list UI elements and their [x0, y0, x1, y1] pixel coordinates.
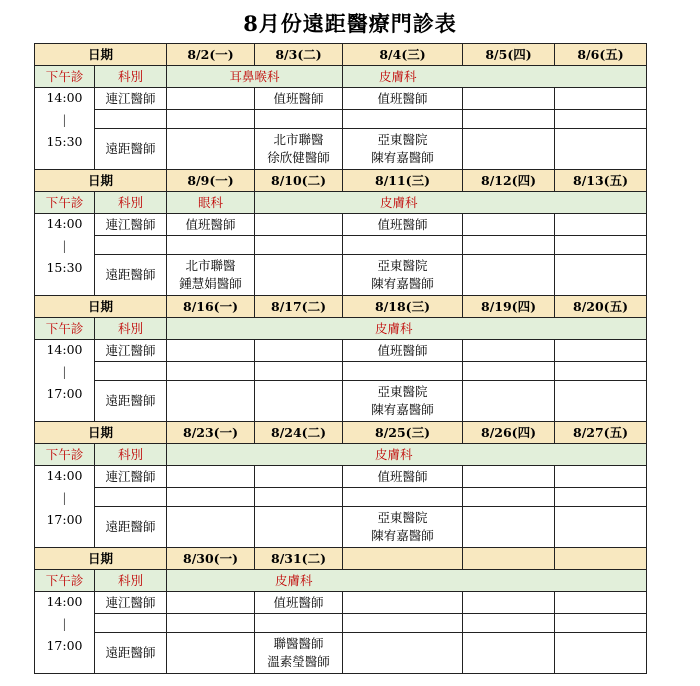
time-separator: | [62, 616, 67, 631]
clinic-local-label: 連江醫師 [95, 466, 167, 488]
local-doctor-cell [555, 592, 647, 614]
spacer-row [35, 110, 647, 129]
clinic-local-label: 連江醫師 [95, 214, 167, 236]
week-header-row [35, 422, 647, 444]
date-cell: 8/24(二) [255, 422, 343, 444]
department-row [35, 192, 647, 214]
local-doctor-cell [555, 88, 647, 110]
session-label: 下午診 [35, 444, 95, 466]
remote-doctor-row [35, 507, 647, 548]
remote-doctor-name: 陳宥嘉醫師 [371, 402, 434, 417]
local-doctor-cell [167, 466, 255, 488]
remote-doctor-row [35, 255, 647, 296]
remote-doctor-cell [255, 381, 343, 422]
remote-doctor-cell [255, 255, 343, 296]
time-start: 14:00 [46, 594, 83, 609]
remote-doctor-name: 陳宥嘉醫師 [371, 528, 434, 543]
time-end: 17:00 [46, 386, 83, 401]
blank-cell [255, 488, 343, 507]
remote-hospital: 亞東醫院 [377, 258, 428, 273]
remote-doctor-cell [463, 381, 555, 422]
clinic-remote-label: 遠距醫師 [95, 381, 167, 422]
date-cell: 8/5(四) [463, 44, 555, 66]
date-cell: 8/10(二) [255, 170, 343, 192]
remote-doctor-cell [343, 633, 463, 674]
department-label: 科別 [95, 570, 167, 592]
blank-cell [255, 110, 343, 129]
page-title: 8月份遠距醫療門診表 [243, 11, 457, 36]
department-cell: 耳鼻喉科 [167, 66, 343, 88]
blank-cell [555, 488, 647, 507]
department-cell: 皮膚科 [167, 570, 647, 592]
blank-cell [463, 362, 555, 381]
blank-cell [167, 362, 255, 381]
local-doctor-cell [463, 88, 555, 110]
week-header-row [35, 296, 647, 318]
date-cell [555, 548, 647, 570]
local-doctor-cell [463, 466, 555, 488]
date-cell: 8/17(二) [255, 296, 343, 318]
department-cell: 皮膚科 [167, 318, 647, 340]
department-label: 科別 [95, 66, 167, 88]
local-doctor-cell [167, 88, 255, 110]
spacer-row [35, 236, 647, 255]
local-doctor-cell [255, 214, 343, 236]
blank-cell [555, 614, 647, 633]
time-end: 17:00 [46, 638, 83, 653]
blank-cell [255, 362, 343, 381]
remote-hospital: 亞東醫院 [377, 132, 428, 147]
local-doctor-cell: 值班醫師 [343, 466, 463, 488]
clinic-remote-label: 遠距醫師 [95, 507, 167, 548]
date-cell: 8/25(三) [343, 422, 463, 444]
local-doctor-cell [255, 340, 343, 362]
date-cell: 8/31(二) [255, 548, 343, 570]
remote-hospital: 北市聯醫 [185, 258, 236, 273]
remote-doctor-cell [255, 507, 343, 548]
blank-cell [167, 614, 255, 633]
time-start: 14:00 [46, 468, 83, 483]
clinic-local-label: 連江醫師 [95, 592, 167, 614]
local-doctor-cell: 值班醫師 [255, 88, 343, 110]
blank-cell [255, 236, 343, 255]
session-label: 下午診 [35, 570, 95, 592]
department-label: 科別 [95, 444, 167, 466]
local-doctor-row [35, 214, 647, 236]
remote-doctor-name: 陳宥嘉醫師 [371, 276, 434, 291]
remote-doctor-cell [343, 255, 463, 296]
date-label: 日期 [35, 170, 167, 192]
time-separator: | [62, 112, 67, 127]
blank-cell [463, 236, 555, 255]
blank-cell [95, 488, 167, 507]
department-cell: 皮膚科 [343, 66, 647, 88]
remote-doctor-cell [167, 129, 255, 170]
blank-cell [95, 236, 167, 255]
remote-doctor-name: 陳宥嘉醫師 [371, 150, 434, 165]
date-cell: 8/30(一) [167, 548, 255, 570]
remote-doctor-row [35, 381, 647, 422]
date-label: 日期 [35, 296, 167, 318]
week-header-row [35, 170, 647, 192]
local-doctor-cell [343, 592, 463, 614]
time-end: 15:30 [46, 260, 83, 275]
remote-doctor-cell [555, 633, 647, 674]
department-row [35, 318, 647, 340]
department-cell: 皮膚科 [167, 444, 647, 466]
remote-doctor-cell [255, 129, 343, 170]
date-cell: 8/13(五) [555, 170, 647, 192]
date-label: 日期 [35, 548, 167, 570]
date-cell: 8/6(五) [555, 44, 647, 66]
blank-cell [343, 110, 463, 129]
spacer-row [35, 488, 647, 507]
blank-cell [95, 110, 167, 129]
clinic-remote-label: 遠距醫師 [95, 129, 167, 170]
blank-cell [343, 236, 463, 255]
schedule-table [34, 43, 647, 674]
remote-doctor-cell [463, 633, 555, 674]
time-end: 17:00 [46, 512, 83, 527]
week-header-row [35, 548, 647, 570]
remote-doctor-cell [167, 381, 255, 422]
remote-doctor-cell [555, 129, 647, 170]
local-doctor-cell [463, 214, 555, 236]
remote-doctor-cell [463, 129, 555, 170]
remote-doctor-cell [555, 255, 647, 296]
department-row [35, 570, 647, 592]
clinic-local-label: 連江醫師 [95, 88, 167, 110]
time-end: 15:30 [46, 134, 83, 149]
local-doctor-cell [463, 592, 555, 614]
remote-doctor-cell [463, 255, 555, 296]
local-doctor-row [35, 340, 647, 362]
date-cell: 8/11(三) [343, 170, 463, 192]
date-cell: 8/19(四) [463, 296, 555, 318]
remote-doctor-cell [167, 633, 255, 674]
remote-doctor-cell [343, 381, 463, 422]
local-doctor-cell [463, 340, 555, 362]
date-cell: 8/18(三) [343, 296, 463, 318]
blank-cell [555, 236, 647, 255]
blank-cell [343, 614, 463, 633]
clinic-remote-label: 遠距醫師 [95, 255, 167, 296]
remote-doctor-row [35, 129, 647, 170]
time-range [35, 214, 95, 296]
time-range [35, 592, 95, 674]
clinic-remote-label: 遠距醫師 [95, 633, 167, 674]
date-label: 日期 [35, 44, 167, 66]
local-doctor-cell: 值班醫師 [343, 340, 463, 362]
time-range [35, 340, 95, 422]
remote-doctor-cell [343, 507, 463, 548]
blank-cell [343, 488, 463, 507]
local-doctor-cell: 值班醫師 [255, 592, 343, 614]
department-row [35, 444, 647, 466]
local-doctor-cell [167, 340, 255, 362]
remote-hospital: 北市聯醫 [273, 132, 324, 147]
date-cell: 8/9(一) [167, 170, 255, 192]
date-label: 日期 [35, 422, 167, 444]
blank-cell [255, 614, 343, 633]
blank-cell [463, 614, 555, 633]
blank-cell [463, 488, 555, 507]
department-label: 科別 [95, 192, 167, 214]
department-cell: 皮膚科 [255, 192, 647, 214]
local-doctor-cell: 值班醫師 [343, 88, 463, 110]
date-cell: 8/26(四) [463, 422, 555, 444]
date-cell: 8/2(一) [167, 44, 255, 66]
remote-doctor-name: 徐欣健醫師 [267, 150, 330, 165]
time-range [35, 88, 95, 170]
remote-hospital: 亞東醫院 [377, 510, 428, 525]
remote-doctor-name: 溫素瑩醫師 [267, 654, 330, 669]
date-cell: 8/16(一) [167, 296, 255, 318]
spacer-row [35, 362, 647, 381]
date-cell: 8/12(四) [463, 170, 555, 192]
date-cell: 8/23(一) [167, 422, 255, 444]
time-range [35, 466, 95, 548]
date-cell: 8/4(三) [343, 44, 463, 66]
remote-doctor-cell [555, 381, 647, 422]
date-cell [463, 548, 555, 570]
session-label: 下午診 [35, 318, 95, 340]
blank-cell [463, 110, 555, 129]
remote-doctor-cell [463, 507, 555, 548]
remote-doctor-cell [555, 507, 647, 548]
remote-doctor-cell [255, 633, 343, 674]
blank-cell [343, 362, 463, 381]
date-cell: 8/27(五) [555, 422, 647, 444]
blank-cell [555, 110, 647, 129]
local-doctor-cell [167, 592, 255, 614]
department-cell: 眼科 [167, 192, 255, 214]
time-separator: | [62, 238, 67, 253]
local-doctor-cell [255, 466, 343, 488]
clinic-local-label: 連江醫師 [95, 340, 167, 362]
remote-doctor-name: 鍾慧娟醫師 [179, 276, 242, 291]
spacer-row [35, 614, 647, 633]
date-cell: 8/20(五) [555, 296, 647, 318]
local-doctor-cell [555, 340, 647, 362]
blank-cell [95, 614, 167, 633]
blank-cell [167, 488, 255, 507]
blank-cell [555, 362, 647, 381]
time-separator: | [62, 364, 67, 379]
department-row [35, 66, 647, 88]
session-label: 下午診 [35, 192, 95, 214]
local-doctor-row [35, 88, 647, 110]
session-label: 下午診 [35, 66, 95, 88]
time-separator: | [62, 490, 67, 505]
remote-doctor-cell [167, 507, 255, 548]
local-doctor-cell [555, 466, 647, 488]
date-cell: 8/3(二) [255, 44, 343, 66]
department-label: 科別 [95, 318, 167, 340]
remote-hospital: 聯醫醫師 [273, 636, 324, 651]
week-header-row [35, 44, 647, 66]
remote-doctor-cell [167, 255, 255, 296]
local-doctor-row [35, 592, 647, 614]
time-start: 14:00 [46, 216, 83, 231]
remote-hospital: 亞東醫院 [377, 384, 428, 399]
blank-cell [167, 110, 255, 129]
date-cell [343, 548, 463, 570]
local-doctor-row [35, 466, 647, 488]
blank-cell [167, 236, 255, 255]
remote-doctor-cell [343, 129, 463, 170]
time-start: 14:00 [46, 90, 83, 105]
time-start: 14:00 [46, 342, 83, 357]
remote-doctor-row [35, 633, 647, 674]
local-doctor-cell: 值班醫師 [343, 214, 463, 236]
local-doctor-cell: 值班醫師 [167, 214, 255, 236]
local-doctor-cell [555, 214, 647, 236]
blank-cell [95, 362, 167, 381]
